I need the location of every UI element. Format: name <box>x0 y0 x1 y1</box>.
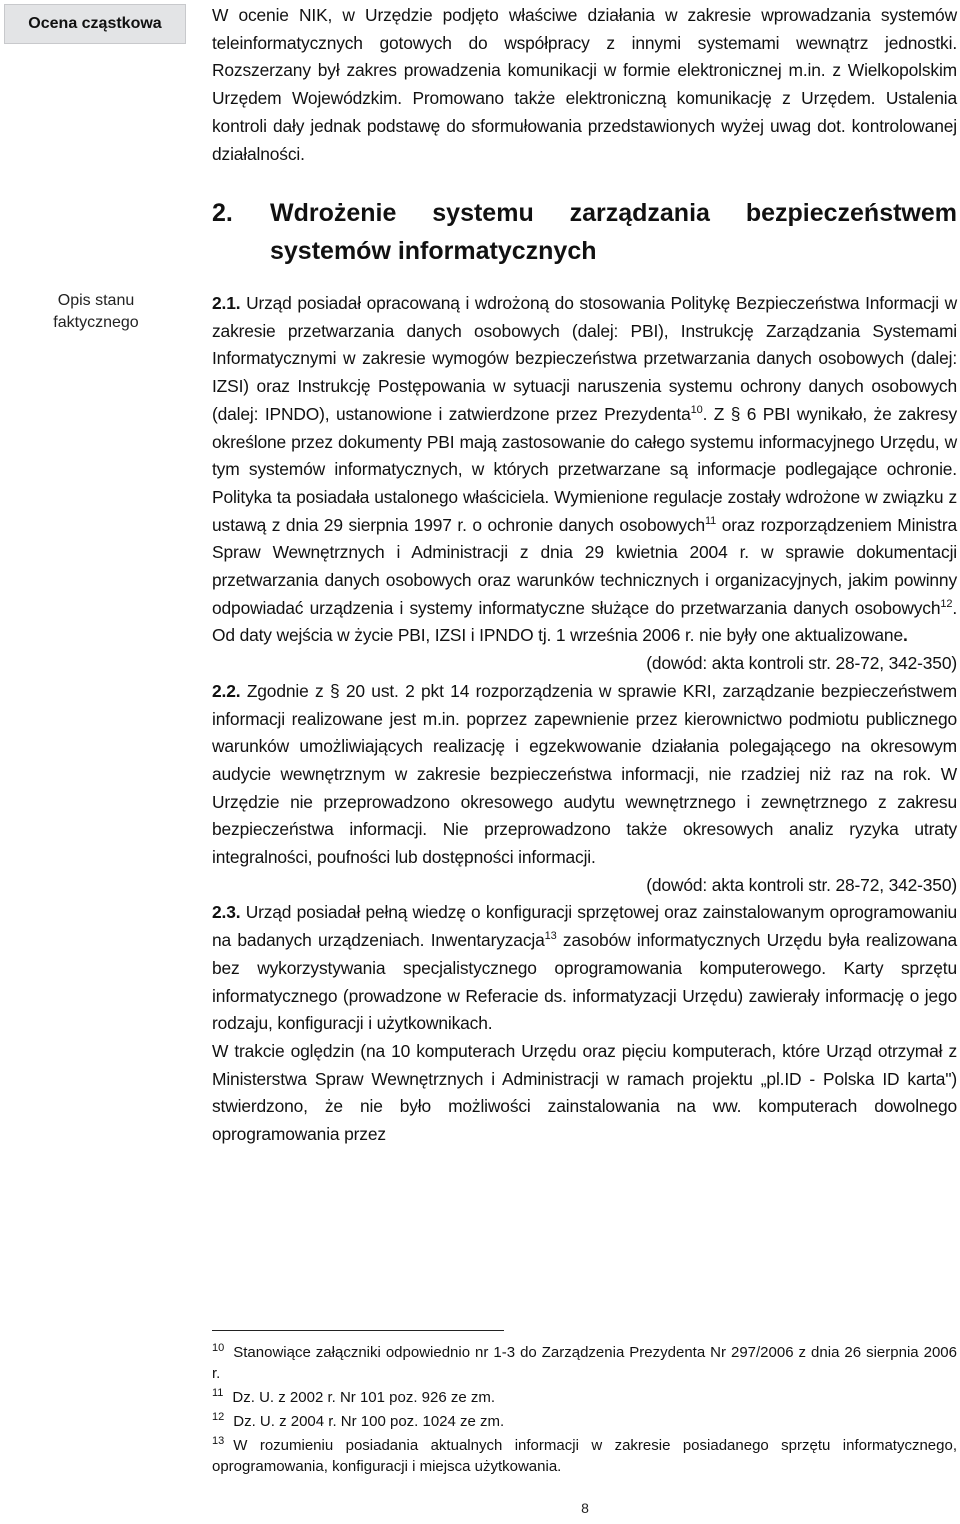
paragraph-2-3-text-a: Urząd posiadał pełną wiedzę o konfiguracji sprzętowej oraz zainstalowanym oprogramowaniu na badanych urządzeniach. Inwentaryzacja <box>212 902 957 951</box>
footnote-number: 10 <box>212 1342 225 1354</box>
footnote-text: Dz. U. z 2002 r. Nr 101 poz. 926 ze zm. <box>232 1389 496 1406</box>
paragraph-2-1-text-b: . Z § 6 PBI wynikało, że zakresy określone przez dokumenty PBI mają zastosowanie do całego systemu informacyjnego Urzędu, w tym systemów informatycznych, w których przetwarzane są informacje podlegające ochronie. Polityka ta posiadała ustalonego właściciela. Wymienione regulacje zostały wdrożone w związku z ustawą z dnia 29 sierpnia 1997 r. o ochronie danych osobowych <box>212 403 957 535</box>
paragraph-2-2-text: Zgodnie z § 20 ust. 2 pkt 14 rozporządzenia w sprawie KRI, zarządzanie bezpieczeństwem informacji realizowane jest m.in. poprzez zapewnienie przez kierownictwo podmiotu publicznego warunków umożliwiających realizację i egzekwowanie działania polegającego na okresowym audycie wewnętrznym w zakresie bezpieczeństwa informacji, nie rzadziej niż raz na rok. W Urzędzie nie przeprowadzono okresowego audytu wewnętrznego i zewnętrznego z zakresu bezpieczeństwa informacji. Nie przeprowadzono także okresowych analiz ryzyka utraty integralności, poufności lub dostępności informacji. <box>212 680 957 868</box>
paragraph-2-1-text-c: oraz rozporządzeniem Ministra Spraw Wewnętrznych i Administracji z dnia 29 kwietnia 2004 r. w sprawie dokumentacji przetwarzania danych osobowych oraz warunków technicznych i organizacyjnych, jakim powinny odpowiadać urządzenia i systemy informatyczne służące do przetwarzania danych osobowych <box>212 514 957 618</box>
paragraph-2-1-text-a: Urząd posiadał opracowaną i wdrożoną do stosowania Politykę Bezpieczeństwa Informacji w zakresie przetwarzania danych osobowych (dalej: PBI), Instrukcję Zarządzania Systemami Informatycznymi w zakresie wymogów bezpieczeństwa przetwarzania danych osobowych (dalej: IZSI) oraz Instrukcję Postępowania w sytuacji naruszenia systemu ochrony danych osobowych (dalej: IPNDO), ustanowione i zatwierdzone przez Prezydenta <box>212 293 957 424</box>
footnote-10 <box>212 1342 957 1384</box>
paragraph-2-1-text-d: . Od daty wejścia w życie PBI, IZSI i IPNDO tj. 1 września 2006 r. nie były one aktualizowane <box>212 597 957 646</box>
section-number: 2. <box>212 199 233 227</box>
paragraph-2-3-text-b: zasobów informatycznych Urzędu była realizowana bez wykorzystywania specjalistycznego oprogramowania komputerowego. Karty sprzętu informatycznego (prowadzone w Referacie ds. informatyzacji Urzędu) zawierały informację o jego rodzaju, konfiguracji i użytkownikach. <box>212 930 957 1034</box>
paragraph-2-1-number: 2.1. <box>212 293 241 313</box>
footnote-13 <box>212 1435 957 1477</box>
footnotes <box>212 1342 957 1480</box>
evidence-note-2-1: (dowód: akta kontroli str. 28-72, 342-350) <box>646 653 957 674</box>
paragraph-2-3-number: 2.3. <box>212 902 241 923</box>
footnote-text: Stanowiące załączniki odpowiednio nr 1-3 do Zarządzenia Prezydenta Nr 297/2006 z dnia 26 sierpnia 2006 r. <box>212 1344 957 1382</box>
partial-assessment-label: Ocena cząstkowa <box>4 4 186 44</box>
footnote-separator <box>212 1330 504 1331</box>
page-number: 8 <box>581 1500 589 1516</box>
paragraph-2-2 <box>212 678 957 872</box>
paragraph-2-3-continued: W trakcie oględzin (na 10 komputerach Urzędu oraz pięciu komputerach, które Urząd otrzymał z Ministerstwa Spraw Wewnętrznych i Administracji w ramach projektu „pl.ID - Polska ID karta") stwierdzono, że nie było możliwości zainstalowania na ww. komputerach dowolnego oprogramowania przez <box>212 1040 957 1145</box>
footnote-ref-10: 10 <box>690 404 703 417</box>
intro-text: W ocenie NIK, w Urzędzie podjęto właściwe działania w zakresie wprowadzania systemów teleinformatycznych gotowych do współpracy z innymi systemami wewnątrz jednostki. Rozszerzany był zakres prowadzenia komunikacji w formie elektronicznej m.in. z Wielkopolskim Urzędem Wojewódzkim. Promowano także elektroniczną komunikację z Urzędem. Ustalenia kontroli dały jednak podstawę do sformułowania przedstawionych wyżej uwag dot. kontrolowanej działalności. <box>212 5 957 164</box>
footnote-ref-11: 11 <box>705 514 717 527</box>
factual-state-label-line-2: faktycznego <box>53 314 139 331</box>
factual-state-label-line-1: Opis stanu <box>57 292 135 309</box>
footnote-text: W rozumieniu posiadania aktualnych informacji w zakresie posiadanego sprzętu informatycznego, oprogramowania, konfiguracji i miejsca użytkowania. <box>212 1437 957 1475</box>
footnote-text: Dz. U. z 2004 r. Nr 100 poz. 1024 ze zm. <box>233 1413 505 1430</box>
paragraph-2-3 <box>212 899 957 1038</box>
section-heading <box>212 194 957 270</box>
paragraph-2-2-number: 2.2. <box>212 680 241 701</box>
factual-state-label <box>8 290 184 334</box>
findings-body <box>212 290 957 1149</box>
intro-paragraph <box>212 2 957 168</box>
paragraph-2-1 <box>212 290 957 650</box>
footnote-12 <box>212 1411 957 1432</box>
footnote-ref-12: 12 <box>940 597 953 610</box>
evidence-note-2-2: (dowód: akta kontroli str. 28-72, 342-350) <box>646 874 957 895</box>
footnote-number: 13 <box>212 1435 225 1447</box>
paragraph-2-1-end: . <box>902 625 908 646</box>
footnote-number: 11 <box>212 1387 224 1399</box>
footnote-11 <box>212 1387 957 1408</box>
footnote-number: 12 <box>212 1411 225 1423</box>
section-title: Wdrożenie systemu zarządzania bezpieczeństwem systemów informatycznych <box>270 199 957 265</box>
footnote-ref-13: 13 <box>544 930 557 943</box>
